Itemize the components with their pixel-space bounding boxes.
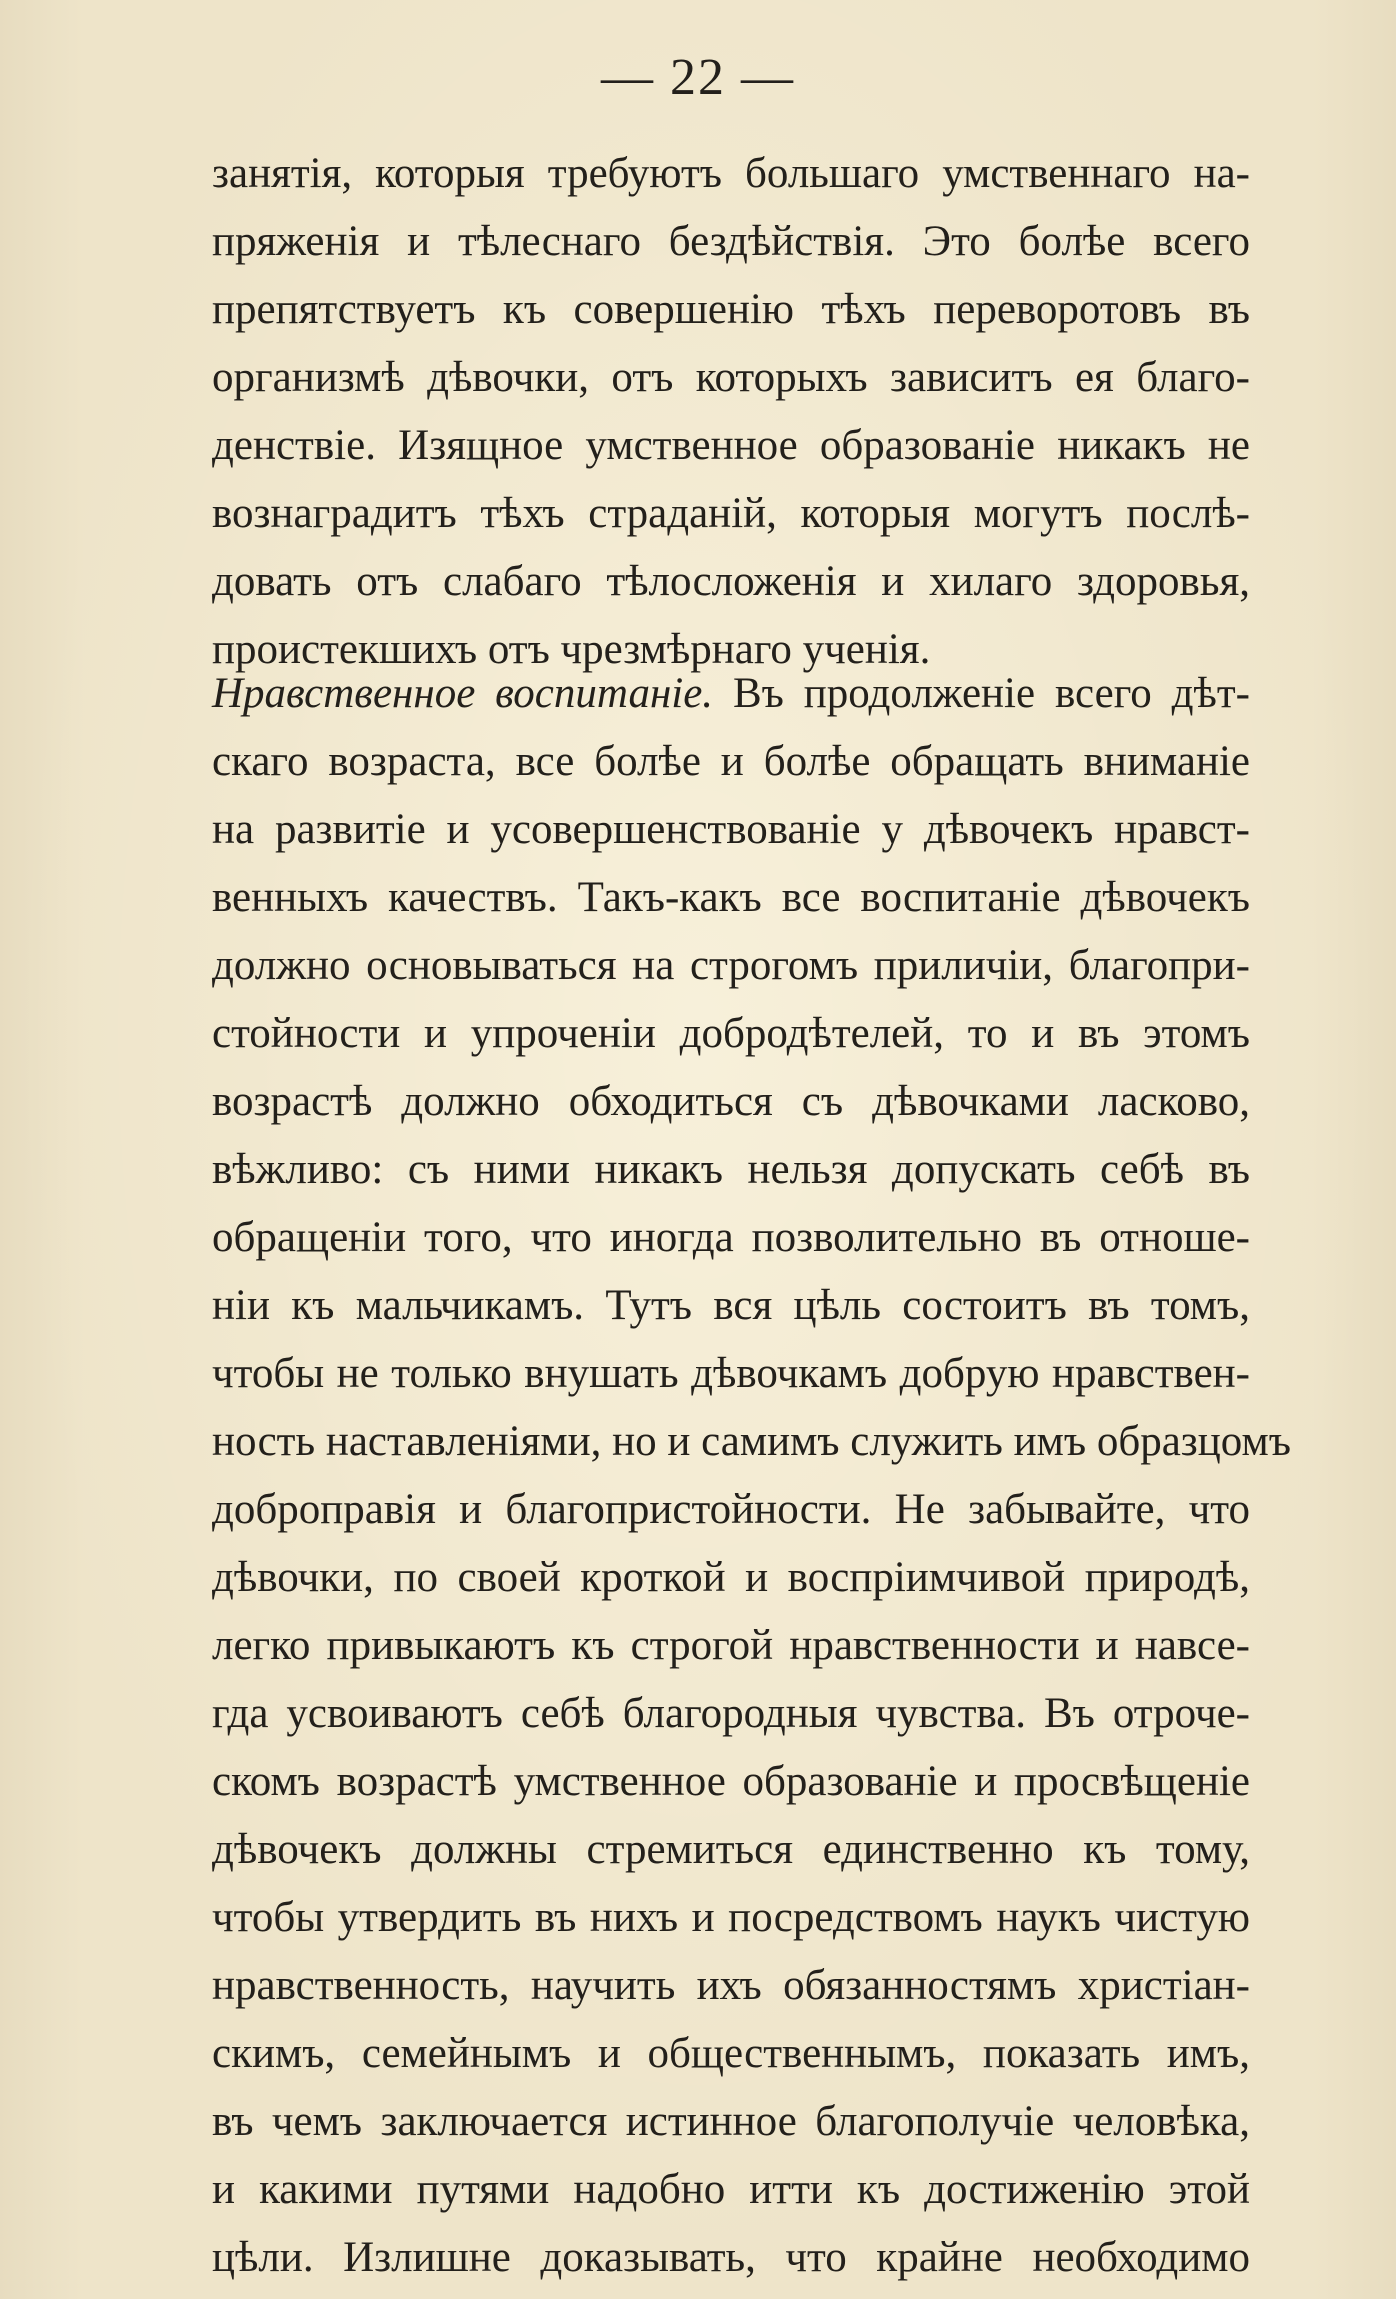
text-line: легко привыкаютъ къ строгой нравственности и навсе- [212,1622,1250,1669]
text-line: препятствуетъ къ совершенію тѣхъ переворотовъ въ [212,286,1250,333]
text-line: вѣжливо: съ ними никакъ нельзя допускать себѣ въ [212,1146,1250,1193]
text-line: венныхъ качествъ. Такъ-какъ все воспитаніе дѣвочекъ [212,874,1250,921]
text-line: организмѣ дѣвочки, отъ которыхъ зависитъ ея благо- [212,354,1250,401]
text-line: на развитіе и усовершенствованіе у дѣвочекъ нравст- [212,806,1250,853]
text-line: возрастѣ должно обходиться съ дѣвочками ласково, [212,1078,1250,1125]
text-line: проистекшихъ отъ чрезмѣрнаго ученія. [212,626,931,673]
text-line: скимъ, семейнымъ и общественнымъ, показать имъ, [212,2030,1250,2077]
text-line: дѣвочки, по своей кроткой и воспріимчивой природѣ, [212,1554,1250,1601]
text-line: занятія, которыя требуютъ большаго умственнаго на- [212,150,1250,197]
text-line: чтобы не только внушать дѣвочкамъ добрую нравствен- [212,1350,1250,1397]
text-line: обращеніи того, что иногда позволительно въ отноше- [212,1214,1250,1261]
text-line: вознаградитъ тѣхъ страданій, которыя могутъ послѣ- [212,490,1250,537]
text-line: довать отъ слабаго тѣлосложенія и хилаго здоровья, [212,558,1250,605]
text-line: стойности и упроченіи добродѣтелей, то и въ этомъ [212,1010,1250,1057]
text-line: ность наставленіями, но и самимъ служить имъ образцомъ [212,1418,1291,1465]
text-line: и какими путями надобно итти къ достиженію этой [212,2166,1250,2213]
paragraph-2 [212,660,1291,2292]
text-line: скомъ возрастѣ умственное образованіе и просвѣщеніе [212,1758,1250,1805]
text-line: ніи къ мальчикамъ. Тутъ вся цѣль состоитъ въ томъ, [212,1282,1250,1329]
text-line: скаго возраста, все болѣе и болѣе обращать вниманіе [212,738,1250,785]
text-line: денствіе. Изящное умственное образованіе никакъ не [212,422,1250,469]
text-line: гда усвоиваютъ себѣ благородныя чувства. Въ отроче- [212,1690,1250,1737]
paragraph-1 [212,140,1250,684]
text-line: чтобы утвердить въ нихъ и посредствомъ наукъ чистую [212,1894,1250,1941]
text-line: цѣли. Излишне доказывать, что крайне необходимо [212,2234,1250,2281]
page-number: — 22 — [601,49,795,106]
section-heading: Нравственное воспитаніе. [212,670,714,717]
text-line: дѣвочекъ должны стремиться единственно къ тому, [212,1826,1250,1873]
text-line: въ чемъ заключается истинное благополучіе человѣка, [212,2098,1250,2145]
text-line: пряженія и тѣлеснаго бездѣйствія. Это болѣе всего [212,218,1250,265]
text-line: нравственность, научить ихъ обязанностямъ христіан- [212,1962,1250,2009]
paragraph-first-line [212,660,1250,728]
text-line: доброправія и благопристойности. Не забывайте, что [212,1486,1250,1533]
text-line: должно основываться на строгомъ приличіи, благопри- [212,942,1250,989]
text-line-rest: Въ продолженіе всего дѣт- [732,670,1250,717]
